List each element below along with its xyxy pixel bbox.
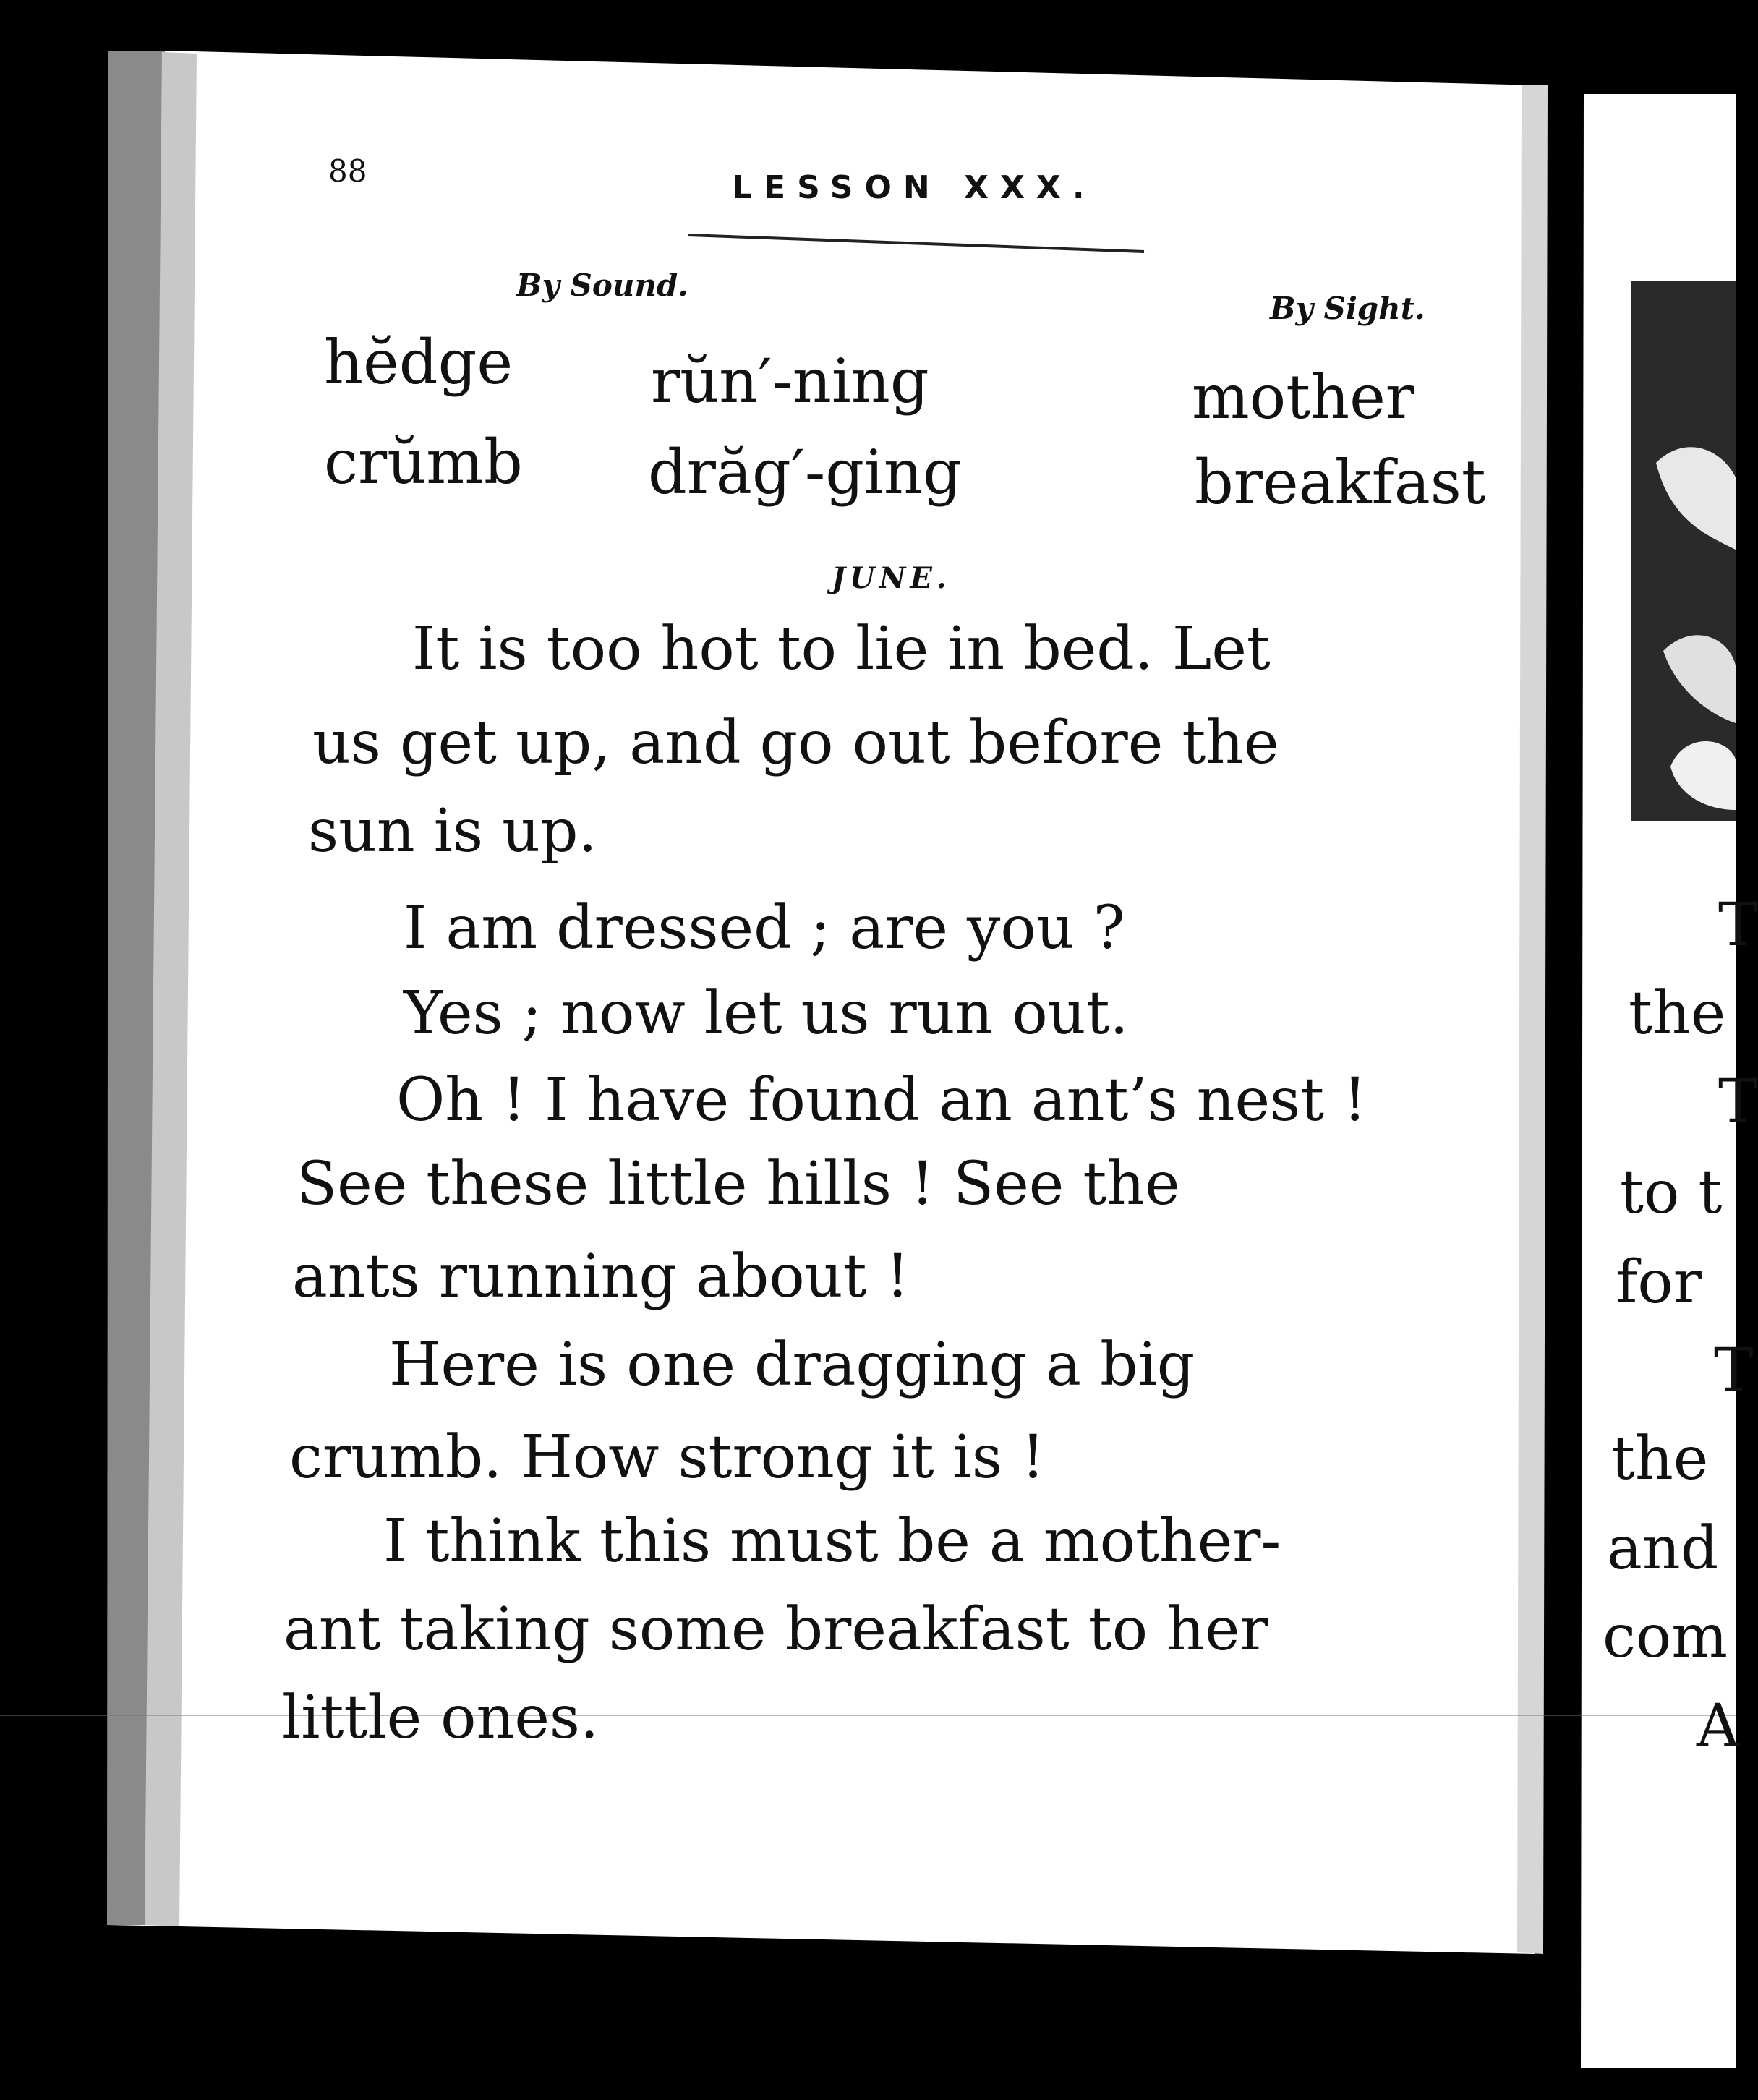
text-line: crumb. How strong it is ! — [289, 1423, 1045, 1492]
text-line: Oh ! I have found an ant’s nest ! — [396, 1066, 1367, 1135]
text-line: See these little hills ! See the — [296, 1150, 1180, 1218]
lesson-heading: LESSON XXX. — [732, 169, 1096, 206]
text-line: sun is up. — [308, 797, 597, 866]
word-dragging: drăg′-ging — [648, 437, 962, 508]
facing-page-text: T — [1714, 1336, 1754, 1405]
facing-page-text: for — [1616, 1248, 1702, 1317]
word-hedge: hĕdge — [324, 327, 513, 398]
word-running: rŭn′-ning — [651, 346, 929, 417]
by-sound-label: By Sound. — [516, 268, 688, 303]
text-line: us get up, and go out before the — [312, 709, 1279, 777]
facing-page-text: and — [1607, 1514, 1719, 1583]
page-number: 88 — [328, 153, 367, 189]
text-line: little ones. — [282, 1683, 599, 1752]
facing-page-text: com — [1603, 1602, 1728, 1671]
facing-page-text: the — [1629, 979, 1726, 1048]
text-line: I think this must be a mother- — [383, 1507, 1281, 1576]
word-mother: mother — [1192, 362, 1414, 432]
text-line: ants running about ! — [292, 1242, 910, 1311]
facing-page-illustration — [1631, 281, 1736, 821]
facing-page-text: T — [1718, 1067, 1758, 1136]
text-line: Here is one dragging a big — [389, 1331, 1195, 1399]
facing-page-text: to t — [1620, 1158, 1723, 1227]
word-breakfast: breakfast — [1195, 447, 1486, 518]
page-gutter — [1517, 85, 1548, 1954]
facing-page-text: A — [1697, 1692, 1740, 1761]
text-line: Yes ; now let us run out. — [404, 979, 1129, 1048]
text-line: It is too hot to lie in bed. Let — [412, 615, 1271, 683]
text-line: I am dressed ; are you ? — [404, 894, 1125, 962]
lesson-title: JUNE. — [832, 561, 951, 595]
facing-page-text: T — [1718, 891, 1758, 960]
word-crumb: crŭmb — [324, 427, 523, 498]
text-line: ant taking some breakfast to her — [283, 1595, 1268, 1664]
facing-page-text: the — [1611, 1425, 1709, 1493]
by-sight-label: By Sight. — [1270, 291, 1425, 326]
